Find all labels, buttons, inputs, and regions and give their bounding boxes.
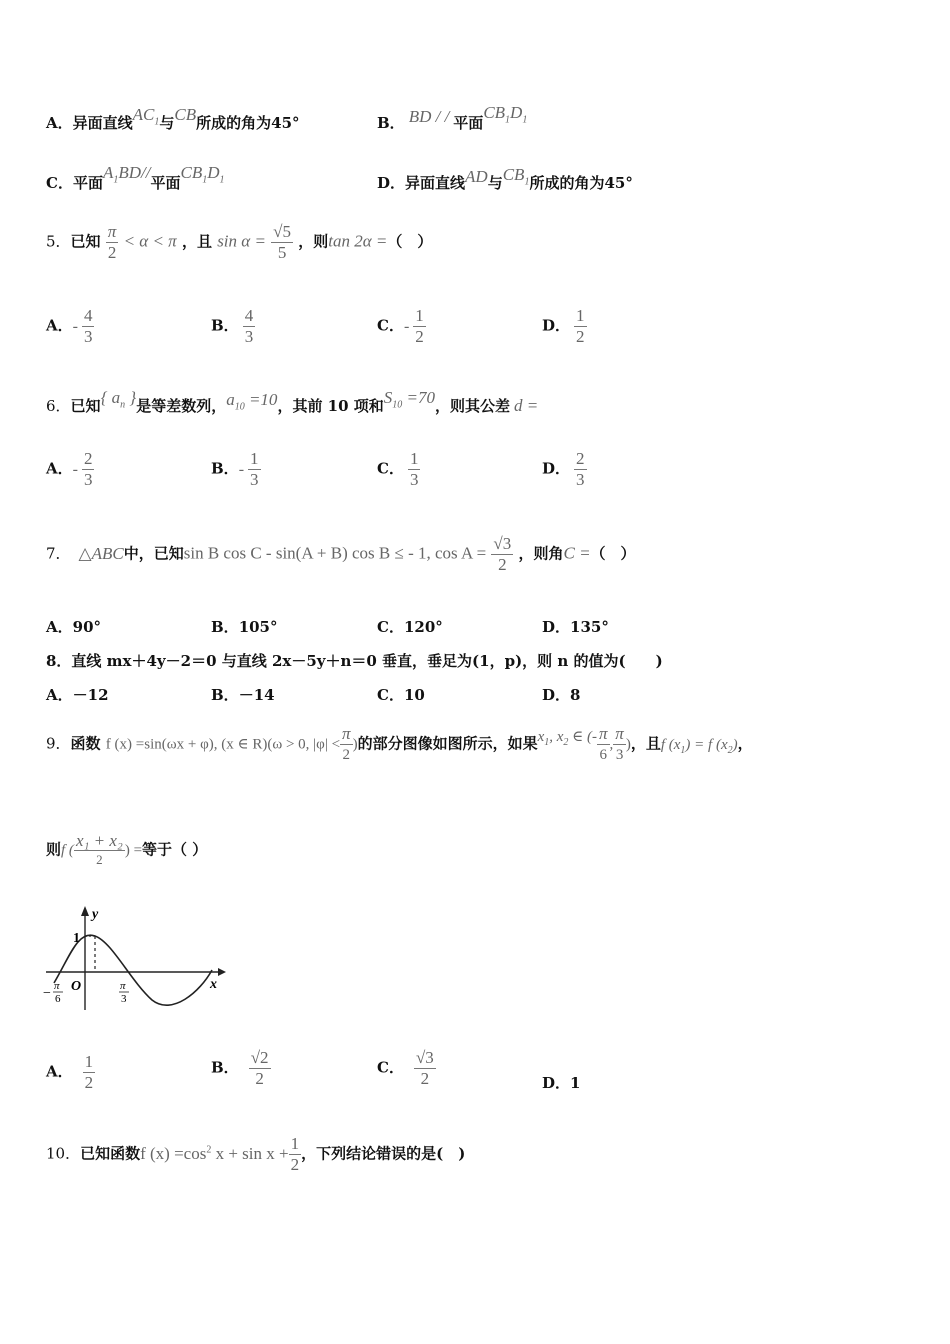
math: f ( — [61, 842, 74, 859]
text: 等于（ ） — [142, 840, 208, 859]
y-axis-arrow — [81, 906, 89, 916]
text: 已知 — [70, 397, 101, 415]
math: , — [609, 736, 614, 753]
q6-option-a — [46, 449, 94, 490]
question-8: 8．直线 mx＋4y－2＝0 与直线 2x－5y＋n＝0 垂直，垂足为(1，p)，则 n 的值为( ) — [46, 652, 663, 670]
text: 则 — [46, 840, 62, 859]
option-label: A． — [46, 316, 73, 335]
option-label: A． — [46, 459, 73, 478]
math: d = — [514, 396, 539, 415]
text: ， — [737, 734, 753, 753]
text: 异面直线 — [72, 114, 133, 132]
q4-option-b — [377, 103, 528, 135]
fraction: $\frac{4}{3}$ — [244, 306, 254, 346]
text: 的部分图像如图所示，如果 — [357, 734, 538, 753]
pi-over-6-numerator: π — [54, 980, 60, 992]
fraction: $\frac{1}{2}$ — [576, 306, 585, 346]
sign: - — [72, 317, 78, 335]
text: ，其前 10 项和 — [277, 397, 384, 415]
q4-option-a — [46, 105, 300, 135]
fraction: $\frac{√3}{2}$ — [493, 534, 512, 574]
math: sin B cos C - sin(A + B) cos B ≤ - 1, cos A = — [183, 543, 487, 563]
option-label: B． — [211, 1058, 239, 1077]
question-number: 5． — [46, 232, 71, 251]
math: $S_{10} =70$ — [383, 388, 435, 411]
math: f $(x_1) = f$ $(x_2)$ — [660, 736, 738, 756]
x-axis-label: x — [210, 977, 217, 992]
text: 平面 — [150, 174, 181, 192]
math: $a_{10} =10$ — [226, 390, 278, 413]
text: ，且 — [181, 232, 212, 251]
question-number: 10． — [46, 1144, 81, 1163]
question-number: 7． — [46, 544, 71, 563]
option-label: D． — [377, 174, 406, 192]
math: tan 2α = — [328, 231, 388, 251]
text: 函数 — [70, 734, 101, 753]
option-label: C． — [46, 174, 73, 192]
option-label: C． — [377, 316, 404, 335]
option-label: C． — [377, 459, 404, 478]
question-5 — [46, 222, 432, 263]
sign: - — [403, 317, 410, 335]
q7-option-b: B．105° — [211, 618, 278, 636]
fraction: $\frac{\pi}{3}$ — [615, 724, 624, 763]
question-number: 6． — [46, 397, 71, 415]
text: ，则角 — [518, 544, 564, 563]
math: < α < π — [123, 231, 177, 251]
math: ) = — [124, 842, 143, 859]
text: ，下列结论错误的是( ) — [301, 1144, 466, 1163]
text: 中，已知 — [123, 544, 184, 563]
q6-option-d — [542, 449, 587, 490]
fraction: $\frac{1}{2}$ — [84, 1052, 94, 1092]
pi-over-3-numerator: π — [120, 980, 126, 992]
fraction: $\frac{√2}{2}$ — [250, 1048, 269, 1088]
q6-option-c — [377, 449, 420, 490]
fraction: $\frac{4}{3}$ — [83, 306, 93, 346]
neg-sign-label: − — [43, 986, 51, 1001]
text: 已知 — [70, 232, 101, 251]
text: ，则其公差 — [435, 397, 511, 415]
text: （ ） — [590, 544, 636, 563]
fraction: $\frac{\pi}{2}$ — [107, 222, 117, 262]
sine-graph — [40, 900, 230, 1018]
text: （ ） — [387, 232, 433, 251]
option-label: B． — [211, 316, 239, 335]
q7-option-a: A．90° — [46, 618, 102, 636]
math: C = — [563, 543, 591, 563]
option-label: A． — [46, 1062, 73, 1081]
math: sin α = — [217, 231, 266, 251]
question-9 — [46, 724, 753, 765]
math: $x_1$, $x_2$ ∈ (- — [537, 728, 598, 748]
math: $CB_1$ — [502, 165, 530, 188]
q8-option-a: A．－12 — [46, 686, 109, 704]
math: ) — [625, 736, 631, 753]
q5-option-b — [211, 306, 255, 347]
option-label: B． — [377, 114, 405, 132]
fraction: $\frac{1}{2}$ — [290, 1134, 300, 1174]
q4-option-d — [377, 165, 633, 195]
fraction: $\frac{\pi}{2}$ — [342, 724, 351, 763]
text: 平面 — [72, 174, 103, 192]
text: 所成的角为45° — [196, 114, 300, 132]
q9-option-a — [46, 1052, 95, 1093]
q9-option-d: D．1 — [542, 1074, 581, 1092]
option-label: C． — [377, 1058, 404, 1077]
text: 异面直线 — [405, 174, 466, 192]
q8-option-b: B．－14 — [211, 686, 275, 704]
q8-option-d: D．8 — [542, 686, 581, 704]
question-6 — [46, 388, 539, 418]
pi-over-6-denominator: 6 — [55, 993, 61, 1005]
text: 是等差数列， — [136, 397, 227, 415]
q5-option-d — [542, 306, 587, 347]
q9-option-b — [211, 1048, 271, 1089]
fraction: $\frac{1}{3}$ — [409, 449, 419, 489]
sign: - — [72, 460, 78, 478]
q8-option-c: C．10 — [377, 686, 425, 704]
x-axis-arrow — [218, 968, 226, 976]
fraction: $\frac{1}{3}$ — [250, 449, 259, 489]
option-label: A． — [46, 114, 73, 132]
q5-option-a — [46, 306, 94, 347]
text: 所成的角为45° — [529, 174, 633, 192]
option-label: D． — [542, 316, 571, 335]
q7-option-c: C．120° — [377, 618, 443, 636]
math: f (x) =sin(ωx + φ), (x ∈ R)(ω > 0, |φ| < — [105, 736, 341, 753]
math: ) — [352, 736, 358, 753]
math: △ABC — [78, 543, 124, 563]
fraction: $\frac{2}{3}$ — [576, 449, 585, 489]
math: { $a_n$ } — [100, 388, 137, 411]
y-axis-label: y — [92, 907, 99, 922]
question-7 — [46, 534, 636, 575]
math: CB — [174, 105, 197, 124]
fraction: $\frac{\text{x₁ + x₂}}{2}$ — [75, 831, 123, 867]
fraction: $\frac{\pi}{6}$ — [599, 724, 608, 763]
fraction: $\frac{2}{3}$ — [83, 449, 93, 489]
option-label: B． — [211, 459, 239, 478]
math: AD — [465, 167, 488, 186]
math: $AC_1$ — [132, 105, 160, 128]
fraction: $\frac{√3}{2}$ — [415, 1048, 434, 1088]
math: f $(x) =\cos^2$ x + sin x + — [140, 1143, 289, 1163]
fraction: $\frac{1}{2}$ — [415, 306, 424, 346]
pi-over-3-denominator: 3 — [121, 993, 127, 1005]
math: $CB_1D_1$ — [483, 103, 528, 126]
one-label: 1 — [73, 931, 80, 946]
fraction: $\frac{√5}{5}$ — [273, 222, 291, 262]
option-label: D． — [542, 459, 571, 478]
text: 与 — [159, 114, 175, 132]
math: $CB_1D_1$ — [180, 163, 225, 186]
question-number: 9． — [46, 734, 71, 753]
text: ，且 — [630, 734, 661, 753]
math: BD / / — [408, 107, 450, 126]
q4-option-c — [46, 163, 225, 195]
question-10 — [46, 1134, 465, 1175]
q7-option-d: D．135° — [542, 618, 609, 636]
text: 与 — [487, 174, 503, 192]
q6-option-b — [211, 449, 261, 490]
math: $A_1BD//$ — [102, 163, 151, 186]
origin-label: O — [71, 979, 82, 994]
text: 平面 — [453, 114, 484, 132]
sign: - — [238, 460, 245, 478]
text: 已知函数 — [80, 1144, 141, 1163]
q5-option-c — [377, 306, 426, 347]
question-9-line-2 — [46, 832, 207, 869]
text: ，则 — [298, 232, 329, 251]
q9-option-c — [377, 1048, 436, 1089]
